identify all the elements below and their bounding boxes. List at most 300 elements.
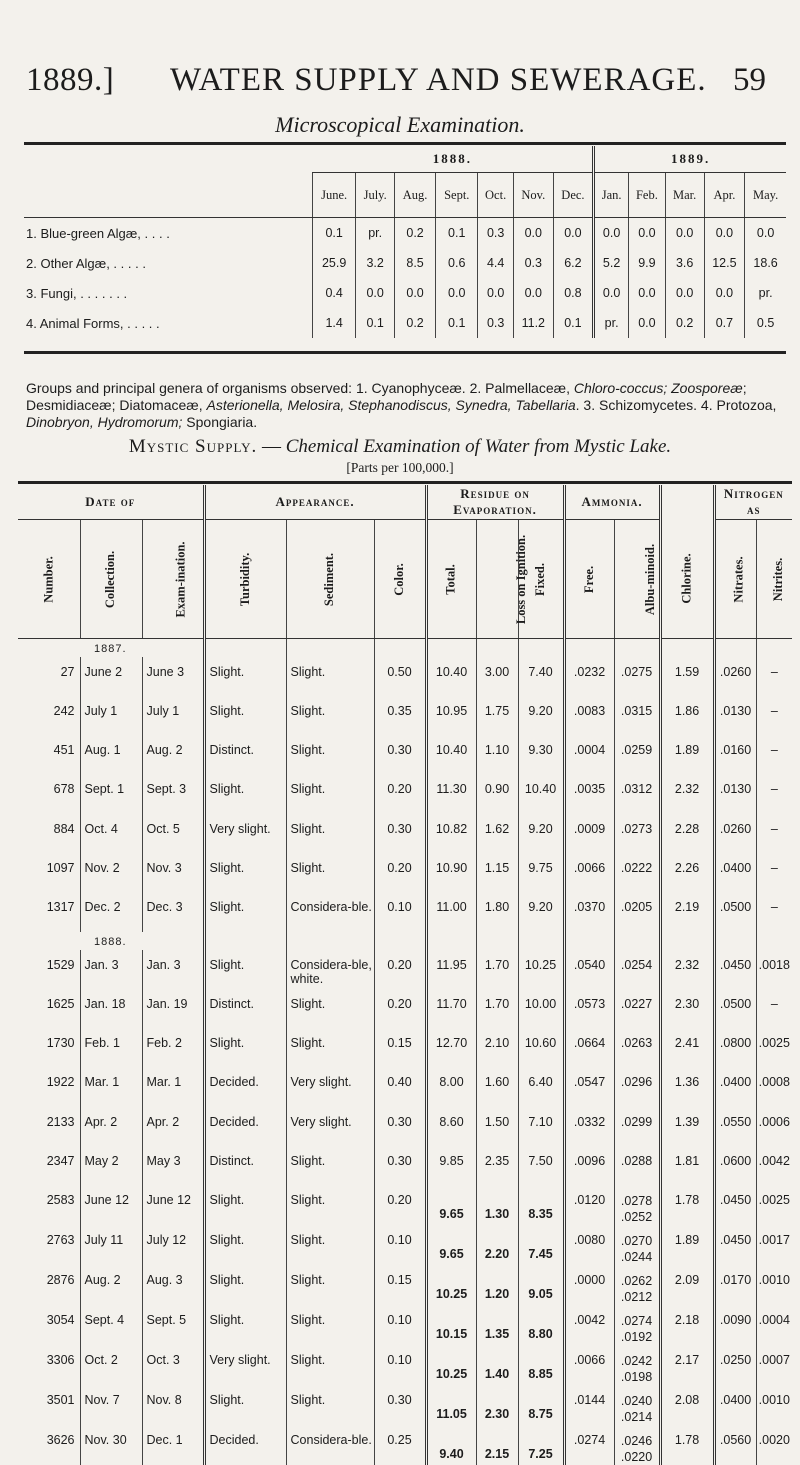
table-cell: .0090: [714, 1305, 756, 1345]
table-cell: 8.35: [518, 1185, 564, 1225]
table-cell: .0144: [564, 1385, 614, 1425]
table-cell: 10.82: [426, 814, 476, 853]
table-cell: .0120: [564, 1185, 614, 1225]
table-cell: .0010: [756, 1265, 792, 1305]
table-cell: 0.1: [436, 218, 478, 249]
table-cell: July 11: [80, 1225, 142, 1265]
table-cell: 0.1: [356, 308, 395, 338]
table-cell: 2347: [18, 1146, 80, 1185]
table-cell: Mar. 1: [80, 1067, 142, 1106]
table-cell: 3626: [18, 1425, 80, 1465]
header-year: 1889.]: [26, 62, 114, 99]
table-row: [18, 735, 792, 774]
table-cell: 0.30: [374, 1146, 426, 1185]
table-cell: 0.0: [704, 278, 745, 308]
microscopical-body: [24, 218, 786, 339]
table-cell: Slight.: [204, 1225, 286, 1265]
table-cell: Aug. 3: [142, 1265, 204, 1305]
table-cell: 2.30: [476, 1385, 518, 1425]
table-cell: [204, 932, 286, 950]
column-header: [714, 520, 756, 639]
table-cell: .0550: [714, 1107, 756, 1146]
table-cell: 0.1: [436, 308, 478, 338]
table-cell: 451: [18, 735, 80, 774]
table-cell: 1.81: [660, 1146, 714, 1185]
table-cell: .0232: [564, 657, 614, 696]
table-cell: 12.5: [704, 248, 745, 278]
table-cell: 3306: [18, 1345, 80, 1385]
table-cell: 0.10: [374, 1225, 426, 1265]
chemical-table: [18, 485, 792, 1465]
table-cell: Apr. 2: [80, 1107, 142, 1146]
table-cell: 2.32: [660, 774, 714, 813]
table-cell: .0035: [564, 774, 614, 813]
table-cell: 1.75: [476, 696, 518, 735]
albuminoid-value: .0262: [615, 1273, 659, 1289]
table-cell: 0.10: [374, 892, 426, 931]
column-header: [476, 520, 518, 639]
table-cell: 0.30: [374, 735, 426, 774]
column-header: [660, 520, 714, 639]
table-cell: .0573: [564, 989, 614, 1028]
table-cell: 0.2: [665, 308, 704, 338]
table-cell: 9.85: [426, 1146, 476, 1185]
table-cell: 1.20: [476, 1265, 518, 1305]
table-cell: Aug. 2: [142, 735, 204, 774]
albuminoid-value: .0246: [615, 1433, 659, 1449]
table-cell: 0.2: [395, 308, 436, 338]
table-cell: 3.00: [476, 657, 518, 696]
month-header: Mar.: [665, 173, 704, 218]
table-cell: Nov. 2: [80, 853, 142, 892]
albuminoid-value: .0252: [615, 1209, 659, 1225]
table-cell: .0066: [564, 853, 614, 892]
year-1888-header: 1888.: [313, 146, 594, 173]
table-cell: 0.3: [478, 308, 514, 338]
table-cell: [564, 932, 614, 950]
table-cell: .0000: [564, 1265, 614, 1305]
table-cell: –: [756, 657, 792, 696]
table-cell: 1.39: [660, 1107, 714, 1146]
column-header-label: Nitrites.: [771, 557, 786, 600]
table-cell: 4.4: [478, 248, 514, 278]
table-cell: [660, 932, 714, 950]
month-header: May.: [745, 173, 786, 218]
month-header: June.: [313, 173, 356, 218]
table-cell: [564, 639, 614, 657]
table-cell: 0.3: [513, 248, 553, 278]
table-cell: .0018: [756, 950, 792, 989]
table-cell: 0.25: [374, 1425, 426, 1465]
table-cell: 10.90: [426, 853, 476, 892]
table-row: [24, 248, 786, 278]
table-cell: [374, 932, 426, 950]
table-cell: Slight.: [204, 1305, 286, 1345]
table-cell: 10.40: [518, 774, 564, 813]
table-cell: .0130: [714, 696, 756, 735]
table-cell: Apr. 2: [142, 1107, 204, 1146]
table-cell: .0017: [756, 1225, 792, 1265]
column-header: [564, 520, 614, 639]
table-cell: [476, 639, 518, 657]
table-cell: .0080: [564, 1225, 614, 1265]
year-row: [18, 639, 792, 657]
table-cell: Aug. 2: [80, 1265, 142, 1305]
table-cell: .0560: [714, 1425, 756, 1465]
table-cell: 0.20: [374, 774, 426, 813]
table-cell: 0.30: [374, 814, 426, 853]
table-cell: 11.2: [513, 308, 553, 338]
month-header: Feb.: [629, 173, 666, 218]
table-cell: .0450: [714, 1225, 756, 1265]
table-cell: 0.2: [395, 218, 436, 249]
table-cell: 0.7: [704, 308, 745, 338]
table-cell: 2.20: [476, 1225, 518, 1265]
table-cell: 3501: [18, 1385, 80, 1425]
table-row: [18, 1305, 792, 1345]
table-cell: Slight.: [286, 1185, 374, 1225]
table-cell: Oct. 3: [142, 1345, 204, 1385]
table-cell: 0.0: [356, 278, 395, 308]
table-cell: Decided.: [204, 1067, 286, 1106]
table-cell: 0.0: [629, 308, 666, 338]
table-cell: .0500: [714, 989, 756, 1028]
table-cell: [714, 932, 756, 950]
table-cell: Slight.: [286, 814, 374, 853]
table-row: [18, 814, 792, 853]
table-cell: 2583: [18, 1185, 80, 1225]
table-cell: 10.25: [426, 1345, 476, 1385]
year-cell: [18, 639, 204, 657]
albuminoid-value: .0270: [615, 1233, 659, 1249]
table-cell: .0083: [564, 696, 614, 735]
table-cell: Dec. 1: [142, 1425, 204, 1465]
table-cell: .0259: [614, 735, 660, 774]
table-cell: 242: [18, 696, 80, 735]
table-cell: 0.1: [313, 218, 356, 249]
table-cell: 10.25: [518, 950, 564, 989]
table-row: [24, 308, 786, 338]
table-cell: 7.10: [518, 1107, 564, 1146]
column-header-label: Free.: [582, 565, 597, 592]
table-cell: 1.36: [660, 1067, 714, 1106]
table-cell: 3.2: [356, 248, 395, 278]
column-header: [142, 520, 204, 639]
table-cell: 0.8: [553, 278, 593, 308]
table-cell: Slight.: [286, 1345, 374, 1385]
table-cell: 9.9: [629, 248, 666, 278]
table-cell: 0.0: [478, 278, 514, 308]
column-header-label: Collection.: [103, 550, 118, 607]
table-cell: .0274: [564, 1425, 614, 1465]
table-cell: 0.0: [553, 218, 593, 249]
table-cell: 10.40: [426, 657, 476, 696]
ammonia-group-header: Ammonia.: [564, 485, 660, 520]
table-cell: 2763: [18, 1225, 80, 1265]
table-cell: 2133: [18, 1107, 80, 1146]
appearance-group-header: Appearance.: [204, 485, 426, 520]
table-cell: June 12: [80, 1185, 142, 1225]
table-cell: July 1: [142, 696, 204, 735]
table-cell: .0170: [714, 1265, 756, 1305]
table-cell: Nov. 7: [80, 1385, 142, 1425]
table-cell: .0299: [614, 1107, 660, 1146]
table-cell: .0600: [714, 1146, 756, 1185]
table-row: [18, 892, 792, 931]
table-cell: 1625: [18, 989, 80, 1028]
table-row: [18, 1067, 792, 1106]
table-cell: 8.00: [426, 1067, 476, 1106]
table-row: [18, 1385, 792, 1425]
table-cell: 0.30: [374, 1385, 426, 1425]
month-header: Jan.: [594, 173, 629, 218]
table-cell: .0260: [714, 814, 756, 853]
column-header-label: Nitrates.: [731, 556, 746, 602]
year-label: 1888.: [94, 936, 127, 948]
table-cell: Slight.: [286, 1265, 374, 1305]
table-cell: .0370: [564, 892, 614, 931]
table-cell: 1.70: [476, 989, 518, 1028]
residue-group-header: Residue on Evaporation.: [426, 485, 564, 520]
microscopical-table: [24, 146, 786, 338]
albuminoid-value: .0212: [615, 1289, 659, 1305]
table-cell: 7.40: [518, 657, 564, 696]
table-cell: 0.30: [374, 1107, 426, 1146]
table-cell: May 2: [80, 1146, 142, 1185]
table-cell: 11.95: [426, 950, 476, 989]
column-header-label: Color.: [392, 563, 407, 596]
row-label: 2. Other Algæ, . . . . .: [24, 248, 313, 278]
table-cell: Mar. 1: [142, 1067, 204, 1106]
table-cell: 1097: [18, 853, 80, 892]
table-cell: Decided.: [204, 1107, 286, 1146]
table-cell: –: [756, 989, 792, 1028]
table-cell: Sept. 1: [80, 774, 142, 813]
table-cell: Slight.: [204, 696, 286, 735]
table-cell: 11.05: [426, 1385, 476, 1425]
table-cell: 8.60: [426, 1107, 476, 1146]
table-cell: 0.6: [436, 248, 478, 278]
table-cell: 0.20: [374, 989, 426, 1028]
table-cell: Slight.: [204, 1185, 286, 1225]
table-cell: Dec. 3: [142, 892, 204, 931]
table-cell: 0.0: [629, 218, 666, 249]
column-header: [18, 520, 80, 639]
table-cell: –: [756, 853, 792, 892]
table-cell: [518, 932, 564, 950]
table-cell: 0.0: [745, 218, 786, 249]
table-cell: 0.50: [374, 657, 426, 696]
table-cell: 2.08: [660, 1385, 714, 1425]
table-cell: 0.0: [594, 278, 629, 308]
year-cell: [18, 932, 204, 950]
table-cell: 7.25: [518, 1425, 564, 1465]
table-cell: 0.90: [476, 774, 518, 813]
table-cell: 6.2: [553, 248, 593, 278]
table-cell: Nov. 3: [142, 853, 204, 892]
column-header: [286, 520, 374, 639]
table-cell: 0.20: [374, 1185, 426, 1225]
table-cell: [426, 932, 476, 950]
table-cell: .0004: [564, 735, 614, 774]
table-cell: 0.10: [374, 1305, 426, 1345]
table-cell: 5.2: [594, 248, 629, 278]
table-cell: [286, 932, 374, 950]
year-row: [18, 932, 792, 950]
table-cell: .0273: [614, 814, 660, 853]
albuminoid-cell: [614, 1265, 660, 1305]
table-cell: [614, 932, 660, 950]
table-cell: .0042: [756, 1146, 792, 1185]
table-cell: .0664: [564, 1028, 614, 1067]
column-header: [374, 520, 426, 639]
table-cell: .0315: [614, 696, 660, 735]
table-cell: 1.40: [476, 1345, 518, 1385]
table-cell: Considera-ble.: [286, 1425, 374, 1465]
table-cell: Slight.: [204, 1028, 286, 1067]
table-cell: 0.4: [313, 278, 356, 308]
table-cell: June 3: [142, 657, 204, 696]
column-header: [80, 520, 142, 639]
table-cell: 1.89: [660, 735, 714, 774]
table-cell: 10.60: [518, 1028, 564, 1067]
year-label: 1887.: [94, 643, 127, 655]
table-cell: 2.09: [660, 1265, 714, 1305]
table-cell: 8.80: [518, 1305, 564, 1345]
table-cell: Slight.: [286, 989, 374, 1028]
table-cell: Jan. 18: [80, 989, 142, 1028]
table-cell: 18.6: [745, 248, 786, 278]
table-cell: [518, 639, 564, 657]
table-cell: 0.20: [374, 853, 426, 892]
table-cell: Sept. 3: [142, 774, 204, 813]
table-cell: .0025: [756, 1185, 792, 1225]
table-cell: [374, 639, 426, 657]
table-cell: –: [756, 774, 792, 813]
table-cell: 10.40: [426, 735, 476, 774]
month-header: Sept.: [436, 173, 478, 218]
albuminoid-value: .0278: [615, 1193, 659, 1209]
table-cell: .0400: [714, 853, 756, 892]
table-cell: –: [756, 814, 792, 853]
albuminoid-cell: [614, 1225, 660, 1265]
table-cell: .0288: [614, 1146, 660, 1185]
column-header: [614, 520, 660, 639]
table-row: [18, 1425, 792, 1465]
table-cell: Distinct.: [204, 1146, 286, 1185]
albuminoid-value: .0198: [615, 1369, 659, 1385]
albuminoid-value: .0214: [615, 1409, 659, 1425]
column-header-label: Total.: [444, 564, 459, 594]
table-cell: Slight.: [204, 950, 286, 989]
month-header: July.: [356, 173, 395, 218]
column-header-label: Fixed.: [533, 563, 548, 596]
table-cell: 8.5: [395, 248, 436, 278]
table-cell: Sept. 5: [142, 1305, 204, 1345]
table-row: [18, 696, 792, 735]
table-cell: Slight.: [204, 1385, 286, 1425]
table-cell: 9.20: [518, 696, 564, 735]
table-row: [18, 989, 792, 1028]
table-cell: 7.45: [518, 1225, 564, 1265]
table-cell: 2876: [18, 1265, 80, 1305]
table-cell: 11.00: [426, 892, 476, 931]
header-title: WATER SUPPLY AND SEWERAGE.: [170, 62, 707, 99]
table-cell: [204, 639, 286, 657]
table-row: [18, 1107, 792, 1146]
table-cell: 1.89: [660, 1225, 714, 1265]
table-cell: 2.35: [476, 1146, 518, 1185]
table-cell: 678: [18, 774, 80, 813]
table-cell: 1.10: [476, 735, 518, 774]
table-cell: 0.40: [374, 1067, 426, 1106]
table-cell: 9.40: [426, 1425, 476, 1465]
table-row: [18, 1185, 792, 1225]
table-cell: Slight.: [204, 853, 286, 892]
table-cell: Sept. 4: [80, 1305, 142, 1345]
table-cell: 1529: [18, 950, 80, 989]
table-cell: Jan. 19: [142, 989, 204, 1028]
table-cell: 1.50: [476, 1107, 518, 1146]
table-cell: Slight.: [286, 774, 374, 813]
table-cell: 1.60: [476, 1067, 518, 1106]
table-cell: 2.10: [476, 1028, 518, 1067]
albuminoid-value: .0192: [615, 1329, 659, 1345]
table-cell: [286, 639, 374, 657]
table-cell: 9.05: [518, 1265, 564, 1305]
table-cell: 2.32: [660, 950, 714, 989]
table-cell: Very slight.: [286, 1067, 374, 1106]
column-header: [756, 520, 792, 639]
table-cell: pr.: [745, 278, 786, 308]
table-row: [18, 950, 792, 989]
table-cell: Aug. 1: [80, 735, 142, 774]
table-cell: 6.40: [518, 1067, 564, 1106]
table-cell: .0296: [614, 1067, 660, 1106]
table-cell: .0007: [756, 1345, 792, 1385]
albuminoid-cell: [614, 1345, 660, 1385]
table-cell: 0.35: [374, 696, 426, 735]
table-cell: –: [756, 892, 792, 931]
table-cell: .0400: [714, 1067, 756, 1106]
table-cell: 1.70: [476, 950, 518, 989]
table-cell: Slight.: [286, 696, 374, 735]
table-cell: –: [756, 696, 792, 735]
table-cell: .0096: [564, 1146, 614, 1185]
albuminoid-value: .0274: [615, 1313, 659, 1329]
date-group-header: Date of: [18, 485, 204, 520]
table-cell: Oct. 4: [80, 814, 142, 853]
table-cell: 1.30: [476, 1185, 518, 1225]
table-cell: 10.25: [426, 1265, 476, 1305]
column-header-label: Loss on Ignition.: [514, 534, 529, 623]
table-cell: .0227: [614, 989, 660, 1028]
table-cell: 2.30: [660, 989, 714, 1028]
month-header: Dec.: [553, 173, 593, 218]
table-cell: 3.6: [665, 248, 704, 278]
table-cell: .0275: [614, 657, 660, 696]
table-cell: .0160: [714, 735, 756, 774]
table-cell: .0042: [564, 1305, 614, 1345]
table-cell: Dec. 2: [80, 892, 142, 931]
albuminoid-value: .0220: [615, 1449, 659, 1465]
table-cell: Jan. 3: [142, 950, 204, 989]
table-cell: 12.70: [426, 1028, 476, 1067]
page-header: [0, 0, 800, 120]
table-cell: Oct. 2: [80, 1345, 142, 1385]
page-number: 59: [733, 62, 766, 99]
table-row: [18, 1146, 792, 1185]
